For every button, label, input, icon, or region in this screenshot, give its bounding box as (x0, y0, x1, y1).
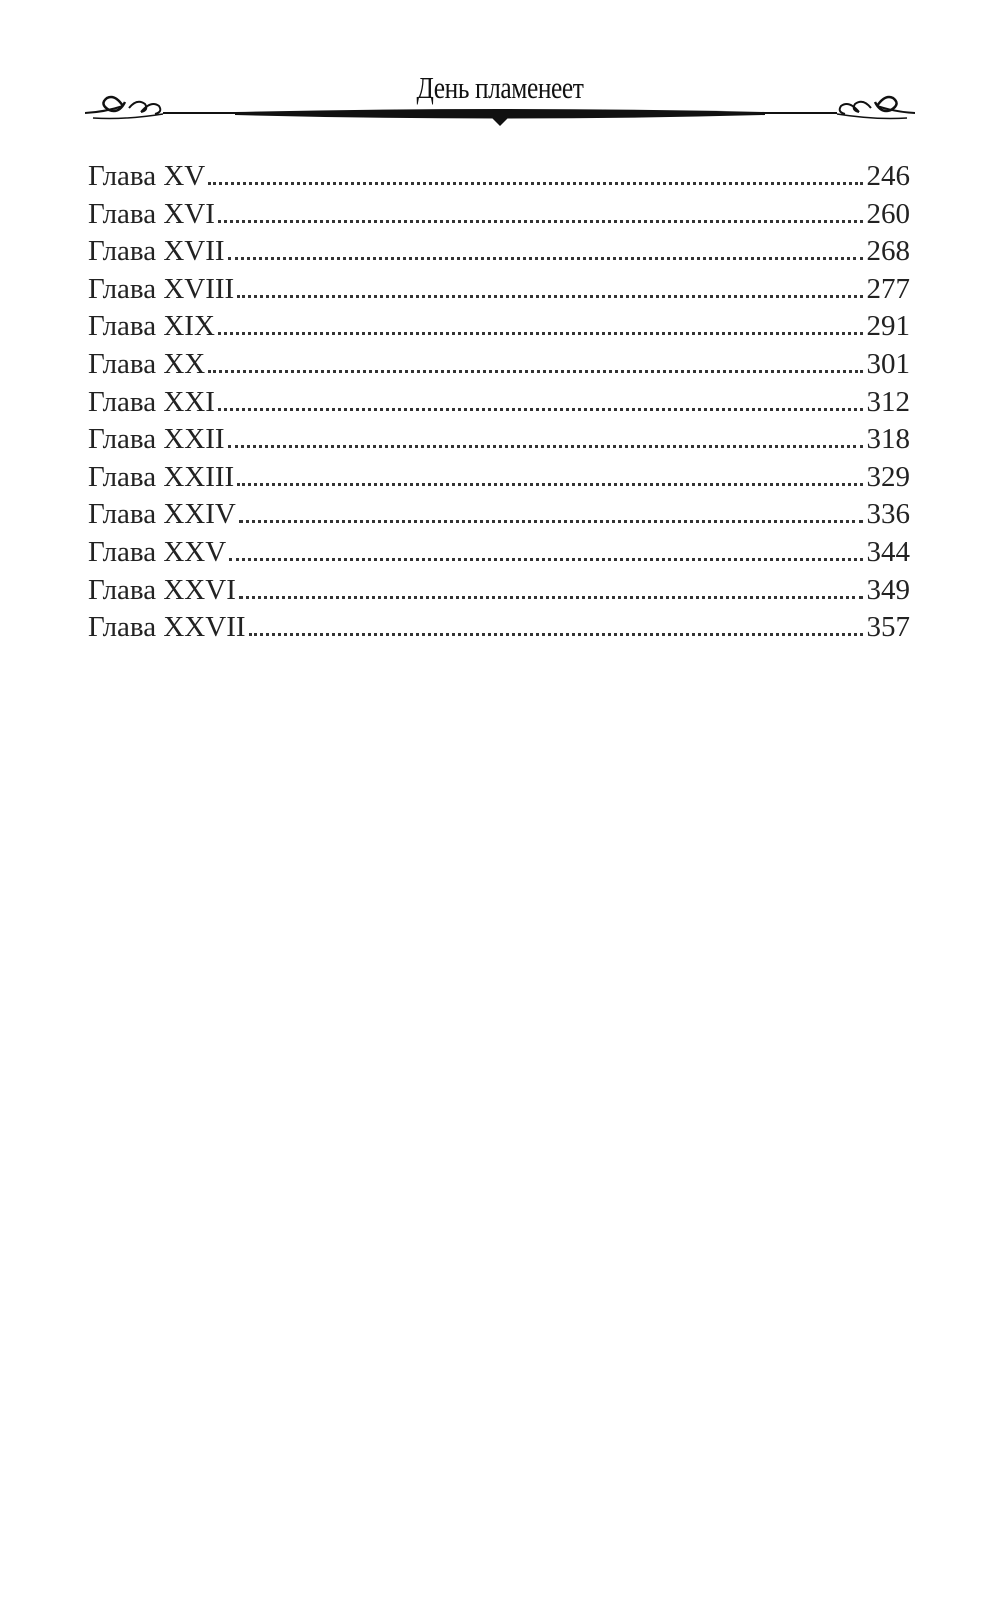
toc-entry-page: 291 (866, 310, 910, 343)
toc-entry-title: Глава XV (88, 160, 206, 192)
toc-leader-dots (228, 445, 863, 448)
toc-entry[interactable] (88, 308, 910, 346)
toc-entry-page: 260 (866, 197, 910, 230)
toc-entry-title: Глава XX (88, 347, 206, 380)
toc-entry-title: Глава XVII (88, 235, 225, 268)
running-header (85, 60, 915, 140)
toc-leader-dots (249, 633, 863, 636)
toc-entry[interactable] (88, 384, 910, 422)
toc-entry-title: Глава XXV (88, 535, 227, 568)
toc-entry-page: 336 (866, 498, 910, 531)
toc-entry[interactable] (88, 158, 910, 196)
toc-entry-page: 312 (866, 385, 910, 418)
toc-leader-dots (229, 558, 862, 561)
toc-entry[interactable] (88, 346, 910, 384)
toc-entry[interactable] (88, 496, 910, 534)
toc-entry-page: 277 (866, 272, 910, 305)
toc-entry-page: 349 (866, 573, 910, 606)
toc-entry-title: Глава XVI (88, 197, 215, 230)
toc-leader-dots (218, 408, 863, 411)
toc-entry[interactable] (88, 609, 910, 647)
toc-leader-dots (239, 596, 863, 599)
header-ornament-icon (85, 88, 915, 138)
toc-entry-page: 301 (866, 347, 910, 380)
toc-leader-dots (228, 257, 863, 260)
toc-entry-page: 357 (866, 611, 910, 644)
toc-entry-title: Глава XXVI (88, 573, 236, 606)
toc-entry-title: Глава XXIV (88, 498, 236, 531)
toc-entry[interactable] (88, 534, 910, 572)
toc-leader-dots (237, 483, 862, 486)
toc-leader-dots (218, 220, 863, 223)
toc-entry[interactable] (88, 421, 910, 459)
toc-entry[interactable] (88, 233, 910, 271)
toc-entry-title: Глава XXVII (88, 611, 246, 644)
toc-entry-page: 344 (866, 535, 910, 568)
toc-entry-title: Глава XXI (88, 385, 215, 418)
toc-entry[interactable] (88, 459, 910, 497)
toc-leader-dots (208, 370, 862, 373)
toc-entry-title: Глава XXII (88, 423, 225, 456)
toc-entry-page: 318 (866, 423, 910, 456)
toc-entry-page: 268 (866, 235, 910, 268)
toc-entry[interactable] (88, 196, 910, 234)
toc-leader-dots (208, 182, 862, 185)
toc-entry-page: 246 (866, 160, 910, 192)
toc-leader-dots (237, 295, 862, 298)
toc-entry[interactable] (88, 572, 910, 610)
running-title: День пламенеет (416, 70, 584, 105)
toc-entry-title: Глава XIX (88, 310, 215, 343)
toc-entry-title: Глава XVIII (88, 272, 235, 305)
toc-leader-dots (218, 332, 863, 335)
toc-entry-page: 329 (866, 460, 910, 493)
toc-entry-title: Глава XXIII (88, 460, 235, 493)
toc-leader-dots (239, 520, 863, 523)
toc-entry[interactable] (88, 271, 910, 309)
table-of-contents (88, 158, 910, 647)
